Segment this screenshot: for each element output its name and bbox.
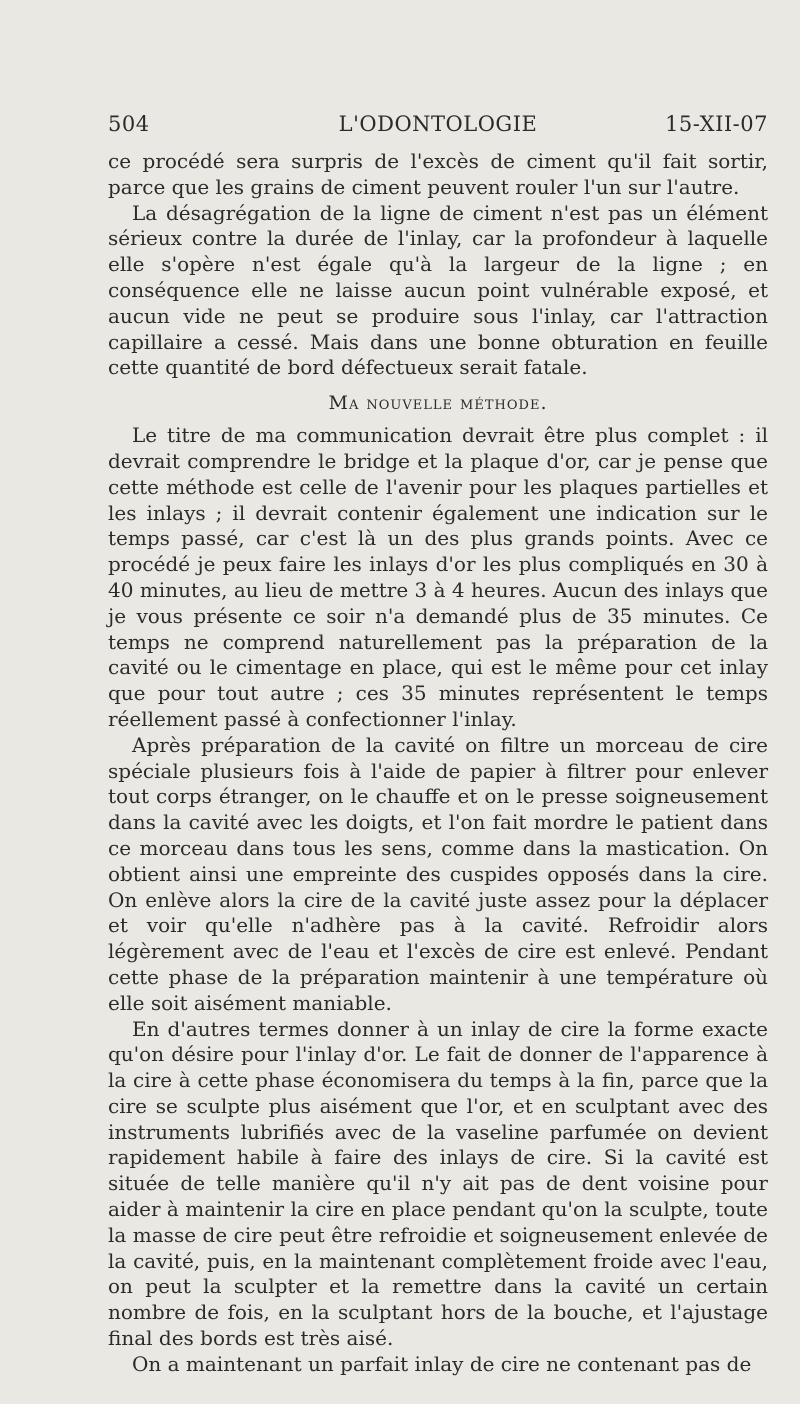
body-text (108, 149, 768, 1378)
paragraph: En d'autres termes donner à un inlay de cire la forme exacte qu'on désire pour l'inlay d'or. Le fait de donner de l'apparence à la cire à cette phase économisera du temps à la fin, parce que la cire se sculpte plus aisément que l'or, et en sculptant avec des instruments lubrifiés avec de la vaseline parfumée on devient rapidement habile à faire des inlays de cire. Si la cavité est située de telle manière qu'il n'y ait pas de dent voisine pour aider à maintenir la cire en place pendant qu'on la sculpte, toute la masse de cire peut être refroidie et soigneusement enlevée de la cavité, puis, en la maintenant complètement froide avec l'eau, on peut la sculpter et la remettre dans la cavité un certain nombre de fois, en la sculptant hors de la bouche, et l'ajustage final des bords est très aisé. (108, 1016, 768, 1351)
page-number: 504 (108, 112, 150, 136)
section-heading: Ma nouvelle méthode. (328, 392, 548, 415)
paragraph-continuation: ce procédé sera surpris de l'excès de ciment qu'il fait sortir, parce que les grains de ciment peuvent rouler l'un sur l'autre. (108, 149, 768, 199)
journal-title: L'ODONTOLOGIE (338, 112, 538, 136)
issue-date: 15-XII-07 (665, 112, 768, 136)
paragraph: La désagrégation de la ligne de ciment n'est pas un élément sérieux contre la durée de l'inlay, car la profondeur à laquelle elle s'opère n'est égale qu'à la largeur de la ligne ; en conséquence elle ne laisse aucun point vulnérable exposé, et aucun vide ne peut se produire sous l'inlay, car l'attraction capillaire a cessé. Mais dans une bonne obturation en feuille cette quantité de bord défectueux serait fatale. (108, 200, 768, 380)
paragraph: Après préparation de la cavité on filtre un morceau de cire spéciale plusieurs fois à l'aide de papier à filtrer pour enlever tout corps étranger, on le chauffe et on le presse soigneusement dans la cavité avec les doigts, et l'on fait mordre le patient dans ce morceau dans tous les sens, comme dans la mastication. On obtient ainsi une empreinte des cuspides opposés dans la cire. On enlève alors la cire de la cavité juste assez pour la déplacer et voir qu'elle n'adhère pas à la cavité. Refroidir alors légèrement avec de l'eau et l'excès de cire est enlevé. Pendant cette phase de la préparation maintenir à une température où elle soit aisément maniable. (108, 732, 768, 1015)
paragraph: Le titre de ma communication devrait être plus complet : il devrait comprendre le bridge et la plaque d'or, car je pense que cette méthode est celle de l'avenir pour les plaques partielles et les inlays ; il devrait contenir également une indication sur le temps passé, car c'est là un des plus grands points. Avec ce procédé je peux faire les inlays d'or les plus compliqués en 30 à 40 minutes, au lieu de mettre 3 à 4 heures. Aucun des inlays que je vous présente ce soir n'a demandé plus de 35 minutes. Ce temps ne comprend naturellement pas la préparation de la cavité ou le cimentage en place, qui est le même pour cet inlay que pour tout autre ; ces 35 minutes représentent le temps réellement passé à confectionner l'inlay. (108, 423, 768, 731)
running-header (108, 112, 768, 140)
paragraph: On a maintenant un parfait inlay de cire ne contenant pas de (132, 1351, 752, 1376)
